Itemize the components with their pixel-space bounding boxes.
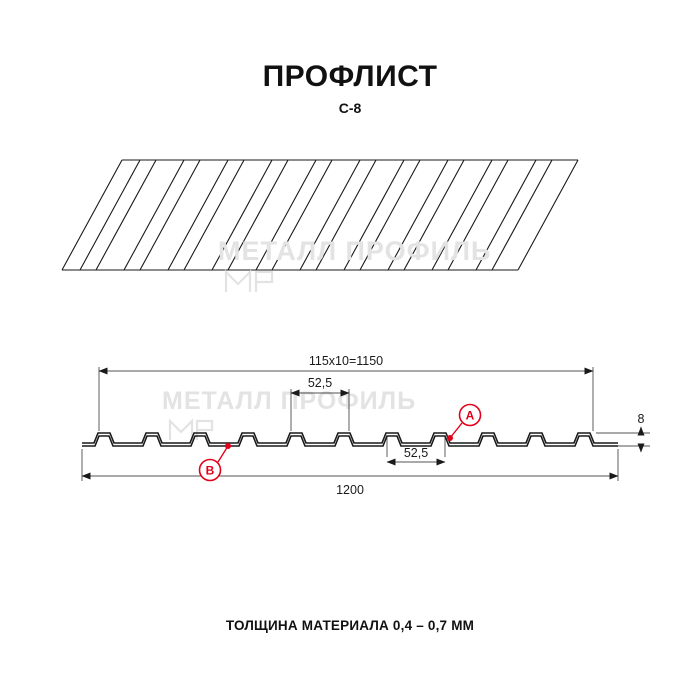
dimension-rib-pitch-upper: 52,5: [307, 376, 333, 390]
dimension-height: 8: [637, 412, 645, 426]
watermark-text-upper: МЕТАЛЛ ПРОФИЛЬ: [218, 236, 492, 266]
dimension-rib-pitch-lower: 52,5: [403, 446, 429, 460]
section-dimension-view: [50, 345, 660, 500]
material-thickness-note: ТОЛЩИНА МАТЕРИАЛА 0,4 – 0,7 ММ: [225, 618, 475, 633]
isometric-profile-view: [60, 140, 640, 310]
page-title: ПРОФЛИСТ: [262, 60, 438, 93]
dimension-overall-top: 115х10=1150: [308, 354, 384, 368]
dimension-overall-bottom: 1200: [336, 483, 364, 497]
marker-a-label: A: [465, 408, 475, 423]
watermark-text-lower: МЕТАЛЛ ПРОФИЛЬ: [162, 387, 417, 415]
marker-b-label: B: [205, 463, 215, 478]
profile-code: С-8: [338, 100, 362, 116]
